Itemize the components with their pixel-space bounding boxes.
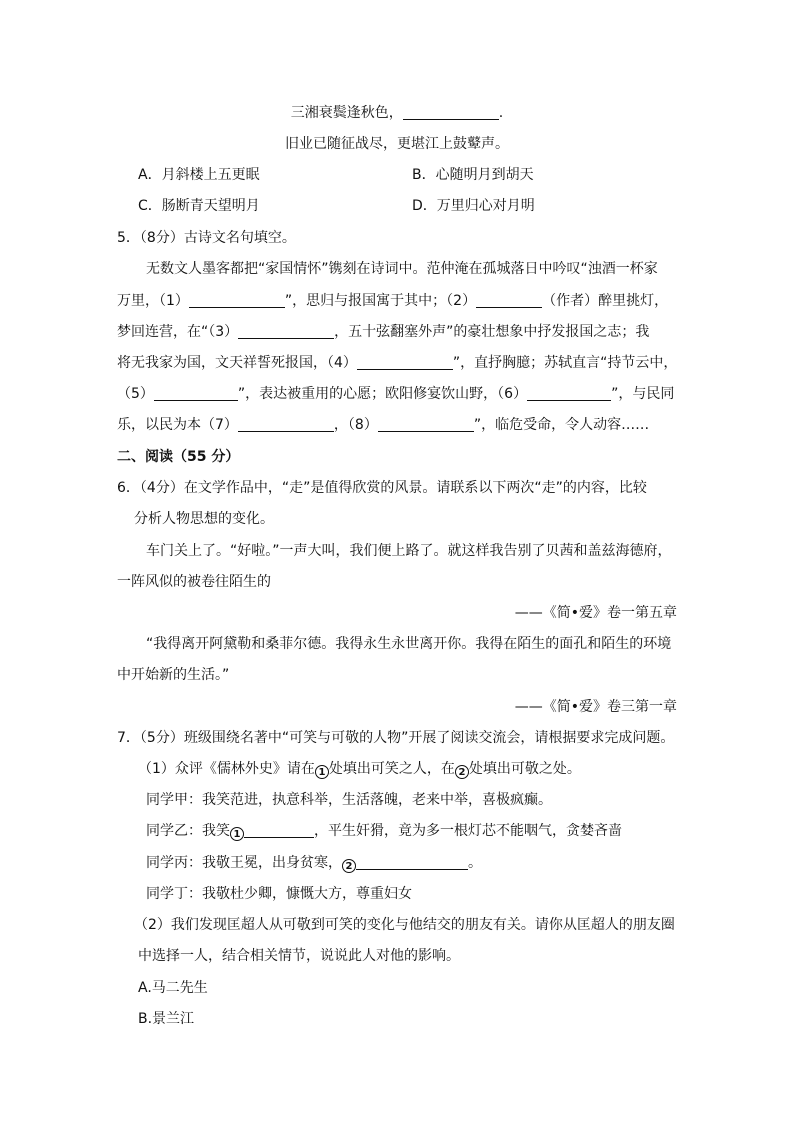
q5-para-line-5 [117,385,674,403]
q7-text: 同学丙：我敬王冕，出身贫寒， [146,855,342,871]
q5-text: （5） [117,386,154,402]
q5-text: 将无我家为国，文天祥誓死报国，（4） [117,355,357,371]
blank-6 [527,386,611,401]
poem-line-1-text: 三湘衰鬓逢秋色， [290,105,403,121]
q5-para-line-2 [117,292,668,310]
q5-text: ”，直抒胸臆；苏轼直言“持节云中， [452,355,678,371]
q7-text: ，平生奸猾，竟为多一根灯芯不能咽气，贪婪吝啬 [314,823,622,839]
q7-text: 同学乙：我笑 [146,823,230,839]
q5-text: ，（8） [333,417,378,433]
blank-circle-1 [244,823,314,838]
q7-line-1: 7．（5分）班级围绕名著中“可笑与可敬的人物”开展了阅读交流会，请根据要求完成问题。 [117,730,675,746]
q6-quote1-line-2: 一阵风似的被卷往陌生的 [117,574,271,590]
q7-text: （1）众评《儒林外史》请在 [138,761,315,777]
blank-circle-2 [356,855,468,870]
q5-header: 5．（8分）古诗文名句填空。 [117,230,296,246]
q7-text: 。 [468,855,482,871]
q5-text: ”，临危受命，令人动容…… [473,417,650,433]
blank-1 [189,293,285,308]
poem-blank [403,105,499,120]
q6-line-1: 6．（4分）在文学作品中，“走”是值得欣赏的风景。请联系以下两次“走”的内容，比较 [117,480,647,496]
circled-number-2: 2 [342,859,356,873]
blank-4 [357,355,453,370]
circled-number-2: 2 [455,765,469,779]
q7-sub2-line-1: （2）我们发现匡超人从可敬到可笑的变化与他结交的朋友有关。请你从匡超人的朋友圈 [134,917,675,933]
q7-text: 处填出可敬之处。 [468,761,581,777]
q6-source-2: ——《简•爱》卷三第一章 [514,699,677,715]
q5-text: （作者）醉里挑灯， [542,293,669,309]
q5-para-line-1: 无数文人墨客都把“家国情怀”镌刻在诗词中。范仲淹在孤城落日中吟叹“浊酒一杯家 [146,261,658,277]
blank-2 [476,293,542,308]
q5-text: ”，与民同 [611,386,675,402]
q5-para-line-4 [117,354,677,372]
q5-para-line-6 [117,416,649,434]
student-jia: 同学甲：我笑范进，执意科举，生活落魄，老来中举，喜极疯癫。 [146,792,552,808]
student-ding: 同学丁：我敬杜少卿，慷慨大方，尊重妇女 [146,886,412,902]
q6-quote2-line-1: “我得离开阿黛勒和桑菲尔德。我得永生永世离开你。我得在陌生的面孔和陌生的环境 [146,636,672,652]
q7-option-a: A.马二先生 [138,980,208,996]
q5-text: ”，思归与报国寓于其中；（2） [284,293,477,309]
q5-text: ，五十弦翻塞外声”的豪壮想象中抒发报国之志；我 [334,324,650,340]
q6-source-1: ——《简•爱》卷一第五章 [514,605,677,621]
circled-number-1: 1 [315,765,329,779]
option-a: A．月斜楼上五更眠 [138,167,260,183]
poem-line-2: 旧业已随征战尽，更堪江上鼓鼙声。 [285,136,509,152]
q7-text: 处填出可笑之人，在 [328,761,455,777]
blank-8 [378,417,474,432]
q5-text: 乐，以民为本（7） [117,417,238,433]
blank-3 [238,324,334,339]
option-d: D．万里归心对月明 [412,198,535,214]
q6-quote1-line-1: 车门关上了。“好啦。”一声大叫，我们便上路了。就这样我告别了贝茜和盖兹海德府， [146,543,672,559]
q7-sub2-line-2: 中选择一人，结合相关情节，说说此人对他的影响。 [138,948,460,964]
q5-text: 梦回连营，在“（3） [117,324,239,340]
q5-text: ”，表达被重用的心愿；欧阳修宴饮山野，（6） [237,386,528,402]
section-title: 二、阅读（55 分） [117,449,240,465]
q7-option-b: B.景兰江 [138,1011,195,1027]
blank-5 [154,386,238,401]
student-yi [146,822,622,841]
q5-text: 万里，（1） [117,293,189,309]
q6-line-2: 分析人物思想的变化。 [134,511,274,527]
option-c: C．肠断青天望明月 [138,198,260,214]
poem-period: . [498,105,504,121]
poem-line-1 [0,104,794,122]
student-bing [146,854,482,873]
q5-para-line-3 [117,323,649,341]
blank-7 [238,417,334,432]
q6-quote2-line-2: 中开始新的生活。” [117,667,230,683]
circled-number-1: 1 [230,827,244,841]
q7-sub1 [138,760,581,779]
option-b: B．心随明月到胡天 [412,167,534,183]
